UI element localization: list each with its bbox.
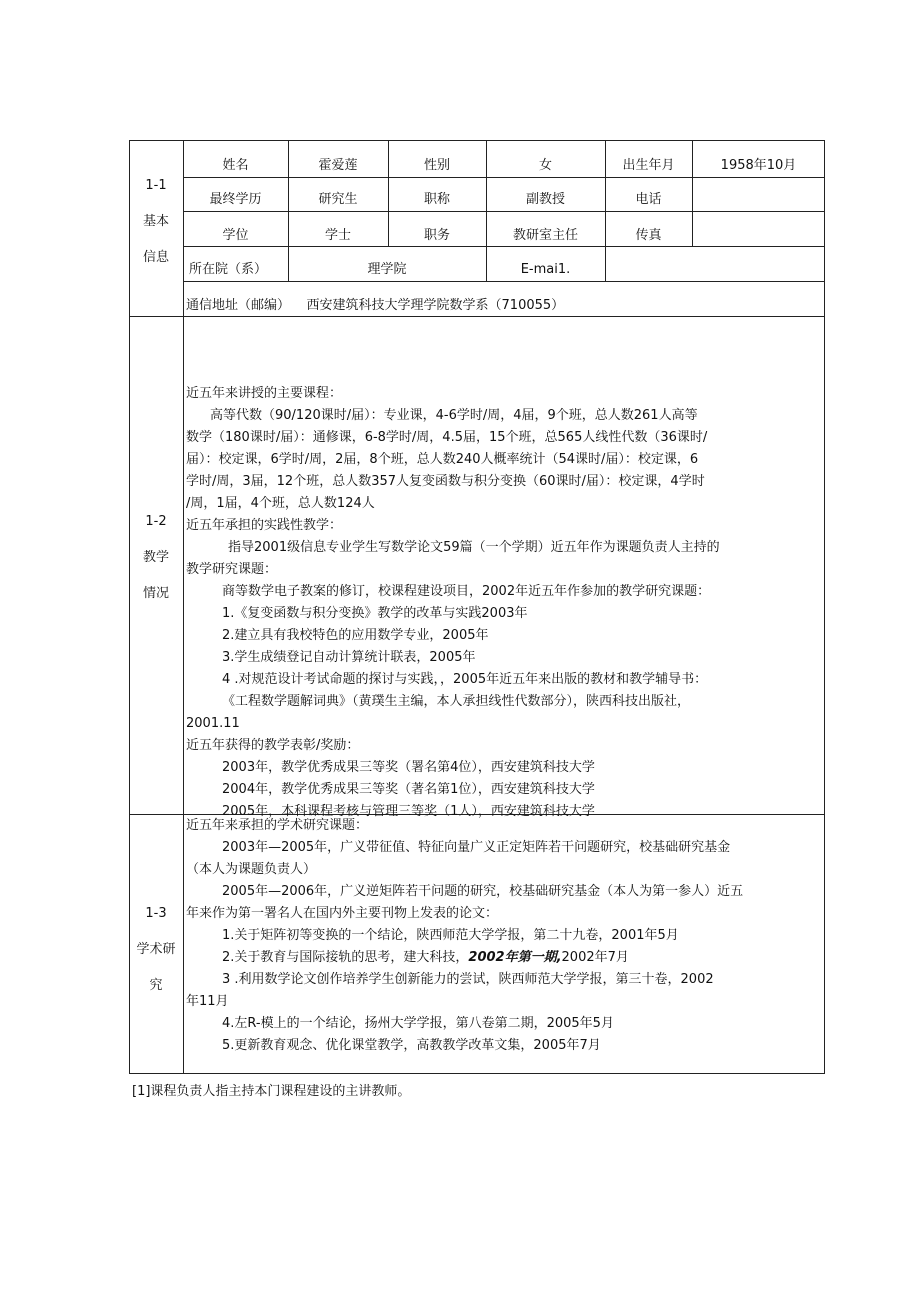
heading: 近五年承担的实践性教学： <box>186 518 343 533</box>
list-item: 3.学生成绩登记自动计算统计联表，2005年 <box>222 650 476 665</box>
fax-label: 传真 <box>635 228 662 243</box>
text-line: 年来作为第一署名人在国内外主要刊物上发表的论文： <box>186 906 499 921</box>
text-line: 年11月 <box>186 994 229 1009</box>
text-line: 学时/周，3届，12个班，总人数357人复变函数与积分变换（60课时/届）：校定课，4学时 <box>186 474 705 489</box>
title-label: 职称 <box>423 192 450 207</box>
section-title-line2: 情况 <box>142 586 169 601</box>
heading: 近五年获得的教学表彰/奖励： <box>186 738 360 753</box>
list-item: 1.《复变函数与积分变换》教学的改革与实践2003年 <box>222 606 528 621</box>
text-line: 教学研究课题： <box>186 562 278 577</box>
text-line: 2001.11 <box>186 716 240 731</box>
paper-date: 2002年7月 <box>561 950 629 965</box>
address: 通信地址（邮编） 西安建筑科技大学理学院数学系（710055） <box>186 298 565 313</box>
text-line: 高等代数（90/120课时/届）：专业课，4-6学时/周，4届，9个班，总人数261人高等 <box>210 408 698 423</box>
text-line: 数学（180课时/届）：通修课，6-8学时/周，4.5届，15个班，总565人线性代数（36课时/ <box>186 430 708 445</box>
department-label: 所在院（系） <box>189 262 268 277</box>
text-line: /周，1届，4个班，总人数124人 <box>186 496 375 511</box>
row-line <box>183 281 825 282</box>
department-value: 理学院 <box>367 262 407 277</box>
section-line <box>129 316 825 317</box>
education-value: 研究生 <box>318 192 358 207</box>
degree-value: 学士 <box>324 228 351 243</box>
col-line <box>692 140 693 246</box>
phone-label: 电话 <box>635 192 662 207</box>
email-label: E-mai1. <box>520 262 571 277</box>
text-line: 商等数学电子教案的修订，校课程建设项目，2002年近五年作参加的教学研究课题： <box>222 584 711 599</box>
post-label: 职务 <box>423 228 450 243</box>
list-item: 2.建立具有我校特色的应用数学专业，2005年 <box>222 628 489 643</box>
award-item: 2003年，教学优秀成果三等奖（署名第4位），西安建筑科技大学 <box>222 760 595 775</box>
award-item: 2005年，本科课程考核与管理三等奖（1人），西安建筑科技大学 <box>222 804 595 819</box>
birth-value: 1958年10月 <box>720 158 797 173</box>
award-item: 2004年，教学优秀成果三等奖（著名第1位），西安建筑科技大学 <box>222 782 595 797</box>
section-title-line1: 基本 <box>142 214 169 229</box>
gender-label: 性别 <box>423 158 450 173</box>
text-line: 届）：校定课，6学时/周，2届，8个班，总人数240人概率统计（54课时/届）：校定课，6 <box>186 452 699 467</box>
paper-text: 2.关于教育与国际接轨的思考，建大科技， <box>222 950 469 965</box>
section-title-line2: 信息 <box>142 250 169 265</box>
name-label: 姓名 <box>222 158 249 173</box>
section-basic-info <box>129 178 183 286</box>
teaching-content <box>186 383 822 823</box>
row-line <box>183 211 825 212</box>
heading: 近五年来讲授的主要课程： <box>186 386 343 401</box>
section-title-line1: 学术研 <box>136 942 176 957</box>
section-number: 1-2 <box>145 514 167 529</box>
text-line: （本人为课题负责人） <box>186 862 317 877</box>
text-line: 指导2001级信息专业学生写数学论文59篇（一个学期）近五年作为课题负责人主持的 <box>228 540 720 555</box>
row-line <box>183 177 825 178</box>
paper-item: 5.更新教育观念、优化课堂教学，高教教学改革文集，2005年7月 <box>222 1038 601 1053</box>
section-title-line2: 究 <box>149 978 163 993</box>
section-research <box>129 906 183 1014</box>
footnote: [1]课程负责人指主持本门课程建设的主讲教师。 <box>132 1084 411 1099</box>
paper-item: 1.关于矩阵初等变换的一个结论，陕西师范大学学报，第二十九卷，2001年5月 <box>222 928 679 943</box>
post-value: 教研室主任 <box>512 228 578 243</box>
research-content <box>186 815 822 1057</box>
text-line: 2005年—2006年，广义逆矩阵若干问题的研究，校基础研究基金（本人为第一参人）近五 <box>222 884 744 899</box>
row-line <box>183 246 825 247</box>
degree-label: 学位 <box>222 228 249 243</box>
heading: 近五年来承担的学术研究课题： <box>186 818 369 833</box>
section-title-line1: 教学 <box>142 550 169 565</box>
section-teaching <box>129 514 183 622</box>
issue-emphasis: 2002年第一期, <box>468 950 562 965</box>
text-line: 《工程数学题解词典》（黄璞生主编，本人承担线性代数部分），陕西科技出版社， <box>222 694 691 709</box>
section-number: 1-3 <box>145 906 167 921</box>
list-item: 4 .对规范设计考试命题的探讨与实践，，2005年近五年来出版的教材和教学辅导书： <box>222 672 708 687</box>
text-line: 2003年—2005年，广义带征值、特征向量广义正定矩阵若干问题研究，校基础研究基金 <box>222 840 731 855</box>
title-value: 副教授 <box>525 192 565 207</box>
paper-item <box>186 947 822 969</box>
paper-item: 4.左R-模上的一个结论，扬州大学学报，第八卷第二期，2005年5月 <box>222 1016 614 1031</box>
paper-item: 3 .利用数学论文创作培养学生创新能力的尝试，陕西师范大学学报，第三十卷，2002 <box>222 972 714 987</box>
education-label: 最终学历 <box>209 192 262 207</box>
section-number: 1-1 <box>145 178 167 193</box>
birth-label: 出生年月 <box>622 158 675 173</box>
gender-value: 女 <box>538 158 552 173</box>
name-value: 霍爱莲 <box>318 158 358 173</box>
